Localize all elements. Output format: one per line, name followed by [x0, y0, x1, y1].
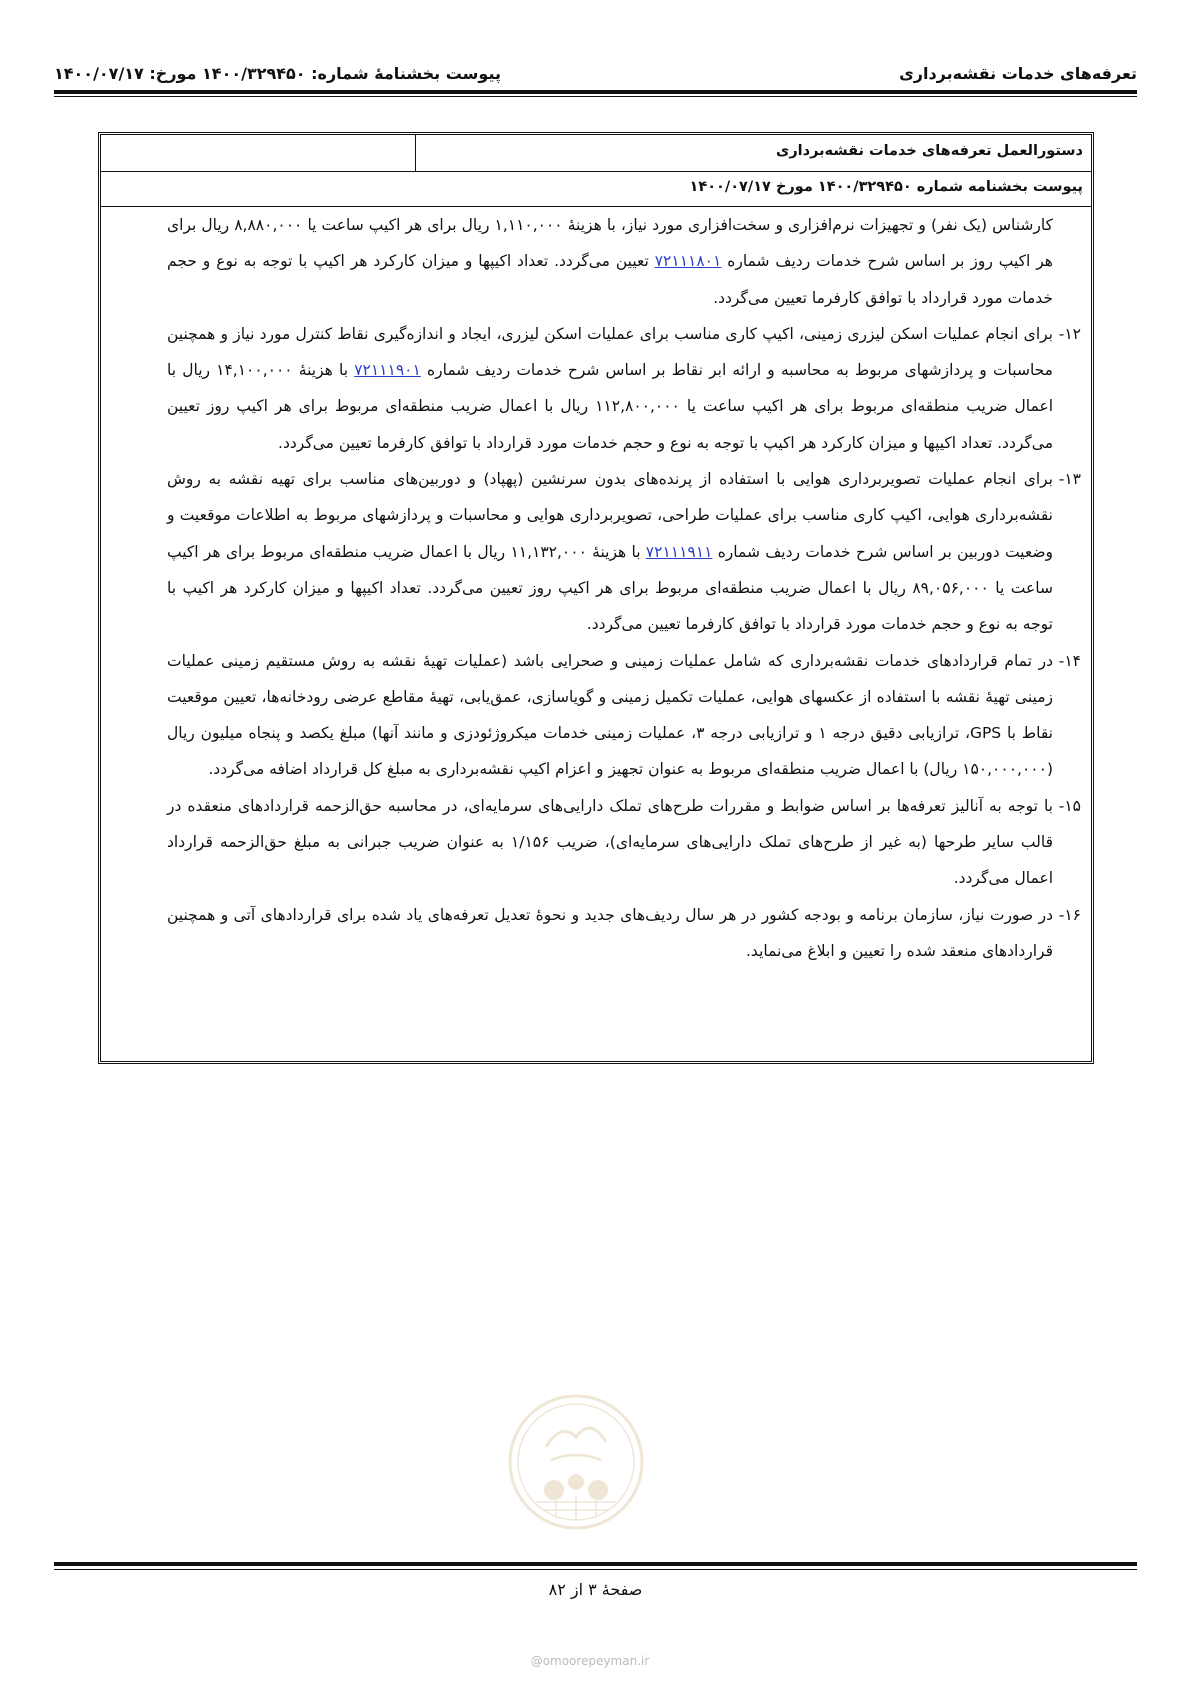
item-11-continuation [167, 207, 1081, 316]
list-item-14 [167, 643, 1081, 788]
item-16-number: ۱۶- [1058, 905, 1081, 924]
item-11-code-link[interactable]: ۷۲۱۱۱۸۰۱ [654, 252, 722, 271]
item-13-body [167, 461, 1053, 642]
item-13-code-link[interactable]: ۷۲۱۱۱۹۱۱ [645, 542, 713, 561]
header-rule-thin [54, 96, 1137, 97]
item-15-body: با توجه به آنالیز تعرفه‌ها بر اساس ضوابط و مقررات طرح‌های تملک دارایی‌های سرمایه‌ای، در محاسبه حق‌الزحمه قراردادهای منعقده در قالب سایر طرحها (به غیر از طرح‌های تملک دارایی‌های سرمایه‌ای)، ضریب ۱/۱۵۶ به عنوان ضریب جبرانی به مبلغ حق‌الزحمه قرارداد اعمال می‌گردد. [167, 796, 1054, 888]
item-12-text-a: برای انجام عملیات اسکن لیزری زمینی، اکیپ کاری مناسب برای عملیات اسکن لیزری، ایجاد و اندازه‌گیری نقاط کنترل مورد نیاز و همچنین محاسبات و پردازشهای مربوط به محاسبه و ارائه ابر نقاط بر اساس شرح خدمات ردیف شماره [167, 324, 1053, 380]
footer-rule-thin [54, 1569, 1137, 1570]
item-12-text-b: با هزینهٔ ۱۴,۱۰۰,۰۰۰ ریال با اعمال ضریب منطقه‌ای مربوط برای هر اکیپ ساعت یا ۱۱۲,۸۰۰,۰۰۰ ریال با اعمال ضریب منطقه‌ای مربوط برای هر اکیپ روز تعیین می‌گردد. تعداد اکیپها و میزان کارکرد هر اکیپ با توجه به نوع و حجم خدمات مورد قرارداد با توافق کارفرما تعیین می‌گردد. [167, 361, 1054, 452]
page-number: صفحهٔ ۳ از ۸۲ [548, 1580, 643, 1599]
item-11-text-a: کارشناس (یک نفر) و تجهیزات نرم‌افزاری و سخت‌افزاری مورد نیاز، با هزینهٔ ۱,۱۱۰,۰۰۰ ریال برای هر اکیپ ساعت یا ۸,۸۸۰,۰۰۰ ریال برای هر اکیپ روز بر اساس شرح خدمات ردیف شماره [167, 216, 1053, 271]
item-14-body: در تمام قراردادهای خدمات نقشه‌برداری که شامل عملیات زمینی و صحرایی باشد (عملیات تهیهٔ نقشه به روش مستقیم زمینی عملیات زمینی تهیهٔ نقشه با استفاده از عکسهای هوایی، عملیات تکمیل زمینی و گویاسازی، عمق‌یابی، تهیهٔ مقاطع عرضی رودخانه‌ها، تعیین موقعیت نقاط با GPS، ترازیابی دقیق درجه ۱ و ترازیابی درجه ۳، عملیات زمینی خدمات میکروژئودزی و مانند آنها) مبلغ یکصد و پنجاه میلیون ریال (۱۵۰,۰۰۰,۰۰۰ ریال) با اعمال ضریب منطقه‌ای مربوط به عنوان تجهیز و اعزام اکیپ نقشه‌برداری به مبلغ کل قرارداد اضافه می‌گردد. [167, 651, 1053, 779]
header-rule-thick [54, 90, 1137, 94]
item-12-number: ۱۲- [1058, 324, 1081, 343]
page-header [54, 56, 1137, 90]
list-item-13 [167, 461, 1081, 642]
item-12-body [167, 316, 1053, 461]
list-item-16 [167, 897, 1081, 970]
item-13-text-b: با هزینهٔ ۱۱,۱۳۲,۰۰۰ ریال با اعمال ضریب منطقه‌ای مربوط برای هر اکیپ ساعت یا ۸۹,۰۵۶,۰۰۰ ریال با اعمال ضریب منطقه‌ای مربوط برای هر اکیپ روز تعیین می‌گردد. تعداد اکیپها و میزان کارکرد هر اکیپ با توجه به نوع و حجم خدمات مورد قرارداد با توافق کارفرما تعیین می‌گردد. [167, 542, 1053, 634]
item-14-number: ۱۴- [1058, 651, 1081, 670]
box-subtitle: پیوست بخشنامه شماره ۱۴۰۰/۳۲۹۴۵۰ مورخ ۱۴۰۰/۰۷/۱۷ [101, 171, 1091, 207]
box-title-row [101, 135, 1091, 172]
item-15-number: ۱۵- [1058, 796, 1081, 815]
body-content [101, 207, 1091, 969]
list-item-12 [167, 316, 1081, 461]
box-empty-cell [101, 135, 415, 171]
item-16-body: در صورت نیاز، سازمان برنامه و بودجه کشور در هر سال ردیف‌های جدید و نحوهٔ تعدیل تعرفه‌های یاد شده برای قراردادهای آتی و همچنین قراردادهای منعقد شده را تعیین و ابلاغ می‌نماید. [167, 905, 1053, 960]
footer-rule-thick [54, 1562, 1137, 1566]
header-attachment-ref: پیوست بخشنامهٔ شماره: ۱۴۰۰/۳۲۹۴۵۰ مورخ: ۱۴۰۰/۰۷/۱۷ [54, 63, 501, 83]
item-13-text-a: برای انجام عملیات تصویربرداری هوایی با استفاده از پرنده‌های بدون سرنشین (پهپاد) و دوربین‌های مناسب برای تهیه نقشه به روش نقشه‌برداری هوایی، اکیپ کاری مناسب برای عملیات طراحی، تصویربرداری هوایی و محاسبات و پردازشهای مربوط به اطلاعات موقعیت و وضعیت دوربین بر اساس شرح خدمات ردیف شماره [167, 470, 1053, 561]
item-13-number: ۱۳- [1058, 470, 1081, 489]
watermark-url: @omoorepeyman.ir [530, 1654, 650, 1668]
list-item-15 [167, 788, 1081, 897]
content-box [98, 132, 1094, 1064]
item-11-text-b: تعیین می‌گردد. تعداد اکیپها و میزان کارکرد هر اکیپ با توجه به نوع و حجم خدمات مورد قرارداد با توافق کارفرما تعیین می‌گردد. [167, 252, 1053, 307]
header-doc-title: تعرفه‌های خدمات نقشه‌برداری [899, 63, 1137, 83]
watermark-logo [506, 1392, 646, 1532]
item-12-code-link[interactable]: ۷۲۱۱۱۹۰۱ [354, 361, 421, 380]
box-title: دستورالعمل تعرفه‌های خدمات نقشه‌برداری [415, 135, 1091, 171]
